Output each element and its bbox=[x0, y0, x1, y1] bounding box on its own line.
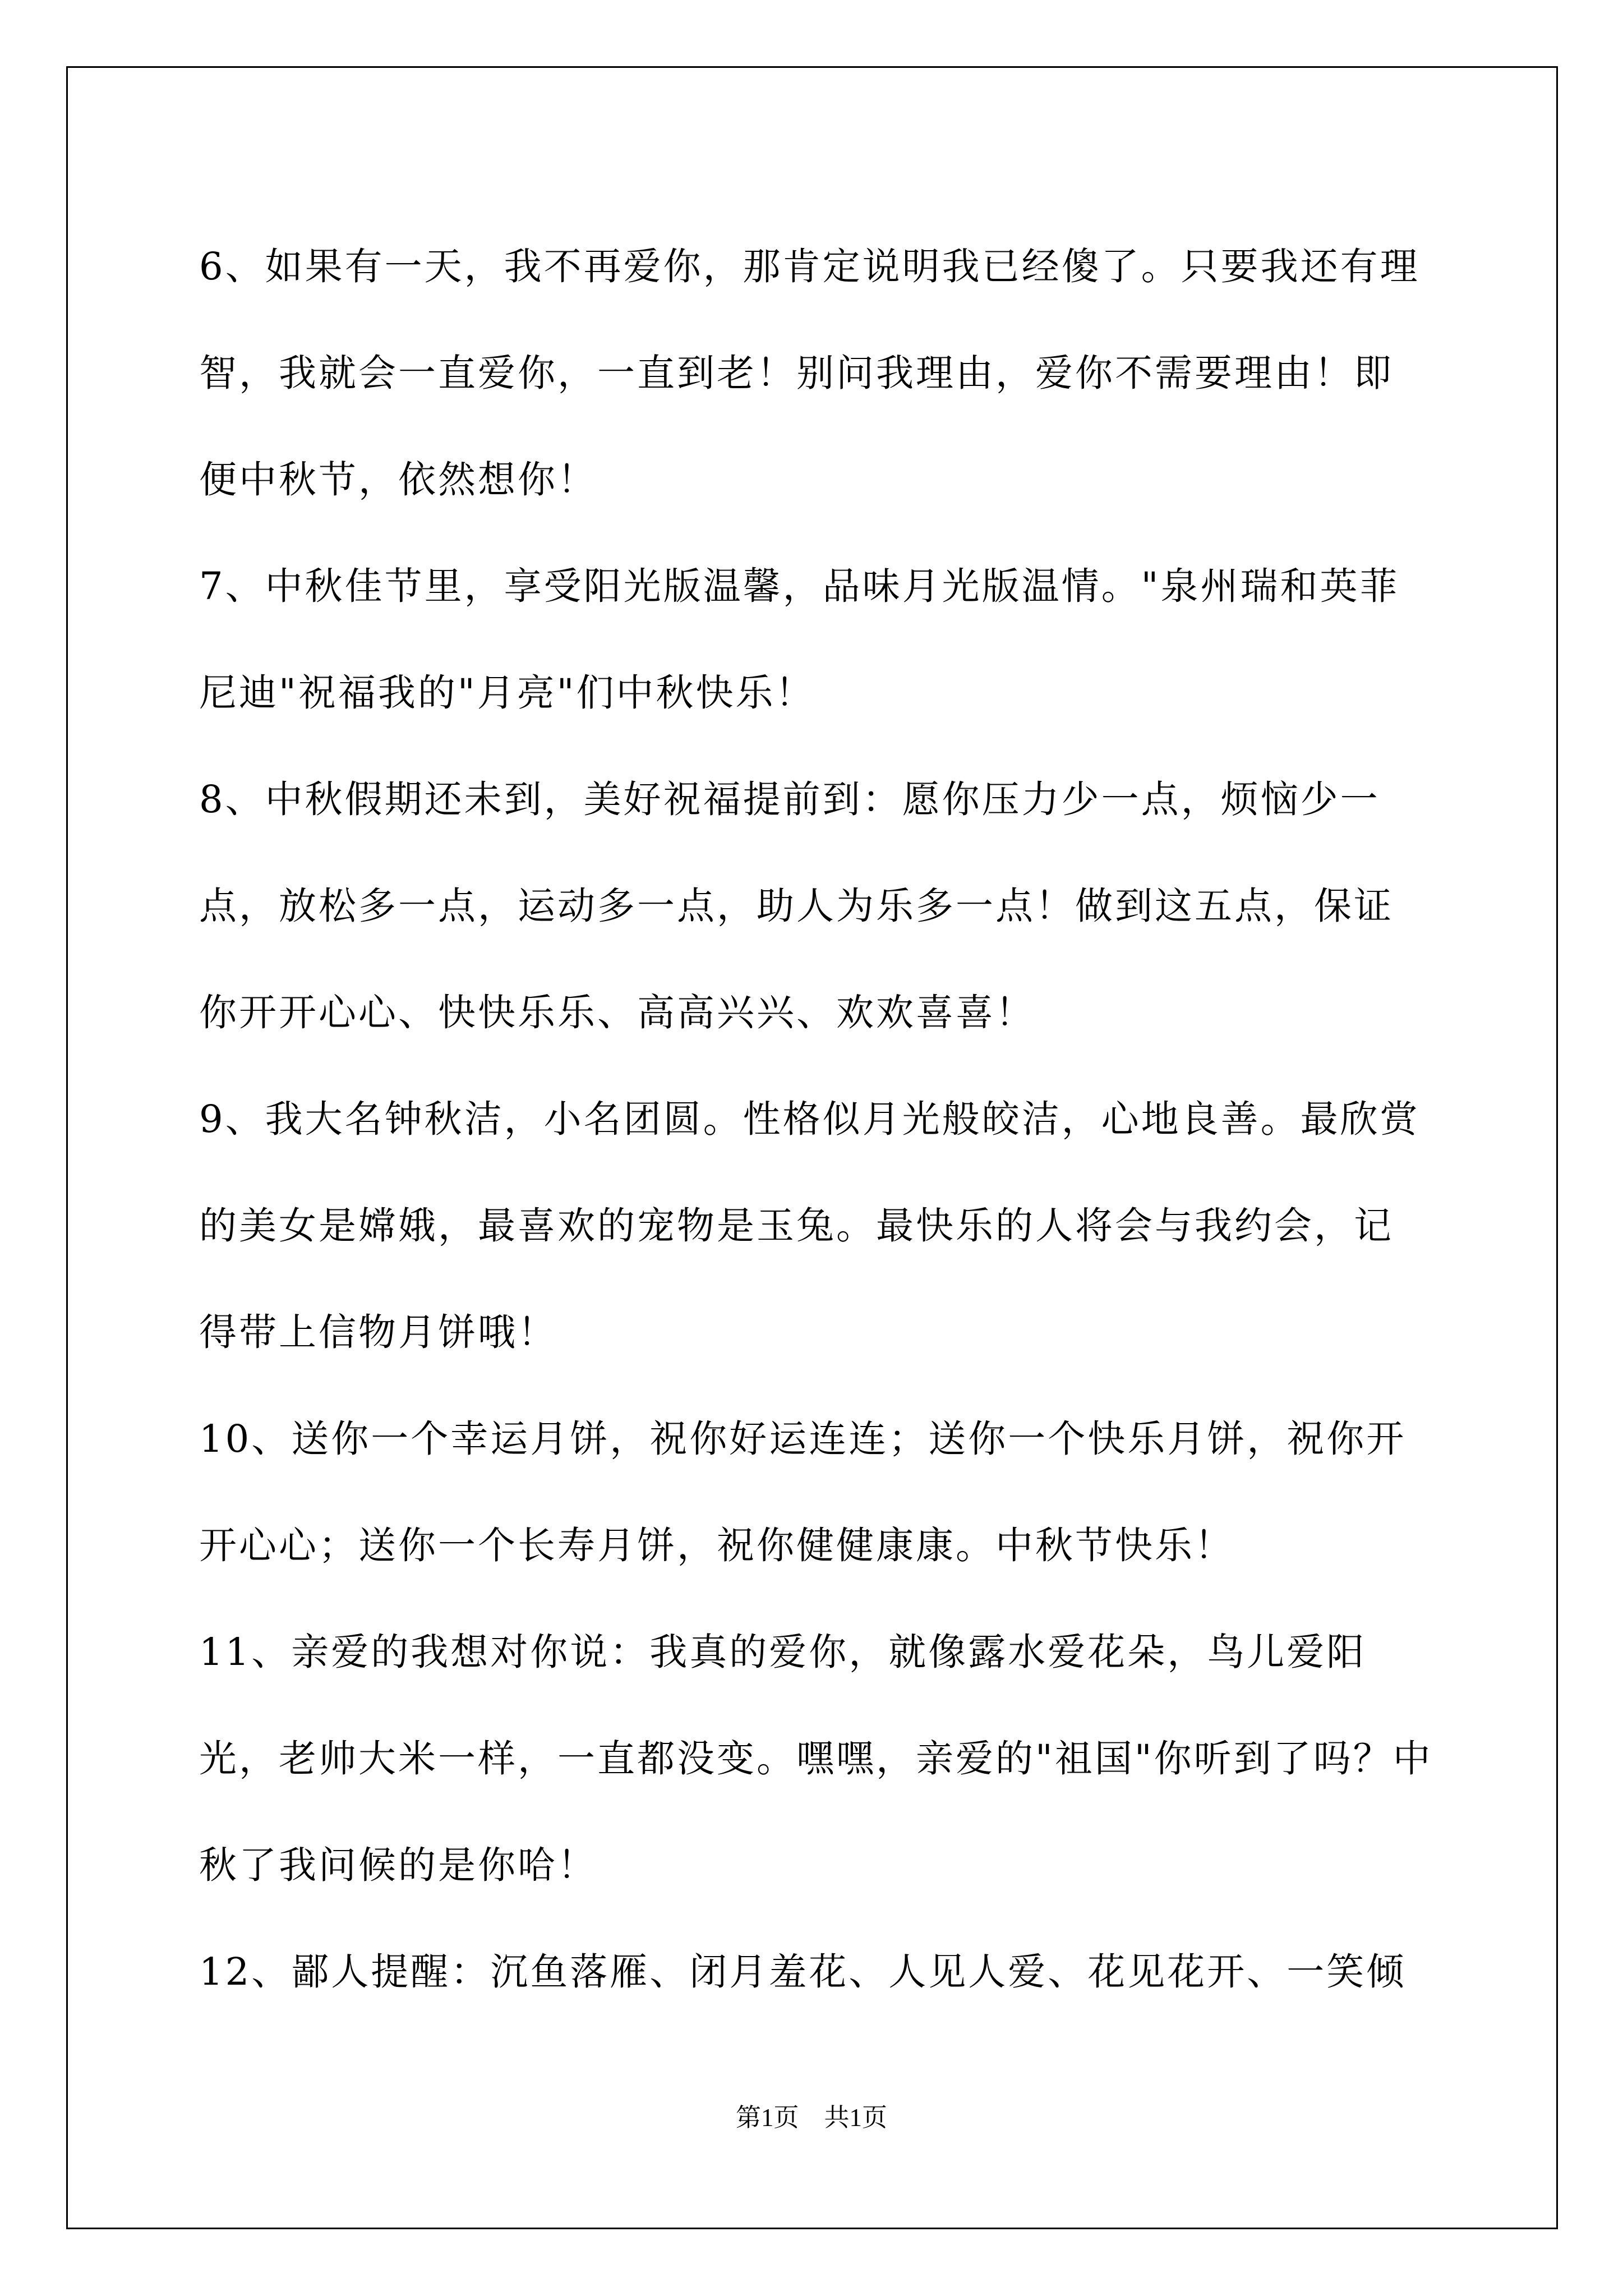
document-body bbox=[199, 213, 1433, 2025]
paragraph-10: 10、送你一个幸运月饼，祝你好运连连；送你一个快乐月饼，祝你开开心心；送你一个长寿月饼，祝你健健康康。中秋节快乐！ bbox=[199, 1417, 1407, 1567]
page-footer: 第1页 共1页 bbox=[735, 2104, 887, 2132]
paragraph-11: 11、亲爱的我想对你说：我真的爱你，就像露水爱花朵，鸟儿爱阳光，老帅大米一样，一直都没变。嘿嘿，亲爱的"祖国"你听到了吗？中秋了我问候的是你哈！ bbox=[199, 1630, 1433, 1887]
paragraph-6: 6、如果有一天，我不再爱你，那肯定说明我已经傻了。只要我还有理智，我就会一直爱你，一直到老！别问我理由，爱你不需要理由！即便中秋节，依然想你！ bbox=[199, 245, 1420, 501]
paragraph-12: 12、鄙人提醒：沉鱼落雁、闭月羞花、人见人爱、花见花开、一笑倾 bbox=[199, 1950, 1407, 1994]
paragraph-7: 7、中秋佳节里，享受阳光版温馨，品味月光版温情。"泉州瑞和英菲尼迪"祝福我的"月亮"们中秋快乐！ bbox=[199, 564, 1400, 715]
paragraph-9: 9、我大名钟秋洁，小名团圆。性格似月光般皎洁，心地良善。最欣赏的美女是嫦娥，最喜欢的宠物是玉兔。最快乐的人将会与我约会，记得带上信物月饼哦！ bbox=[199, 1097, 1420, 1354]
paragraph-8: 8、中秋假期还未到，美好祝福提前到：愿你压力少一点，烦恼少一点，放松多一点，运动多一点，助人为乐多一点！做到这五点，保证你开开心心、快快乐乐、高高兴兴、欢欢喜喜！ bbox=[199, 777, 1394, 1034]
